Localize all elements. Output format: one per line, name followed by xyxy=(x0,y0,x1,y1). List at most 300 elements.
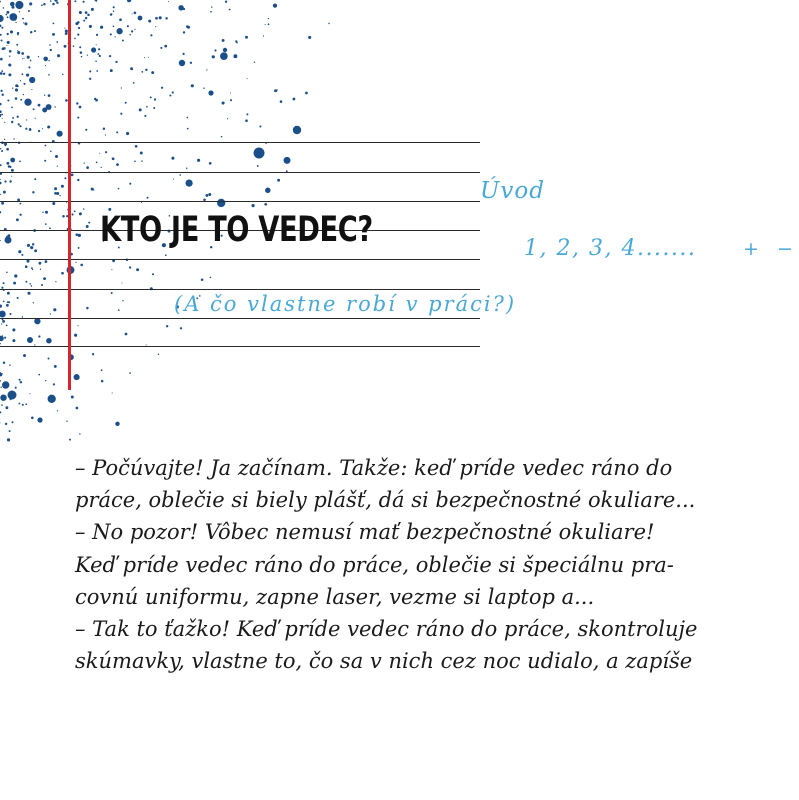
notebook-line xyxy=(0,318,480,319)
notebook-line xyxy=(0,172,480,173)
ink-dot xyxy=(89,70,91,72)
ink-dot xyxy=(84,162,85,163)
ink-dot xyxy=(110,13,113,16)
ink-dot xyxy=(91,188,94,191)
ink-dot xyxy=(46,338,52,344)
ink-dot xyxy=(293,126,301,134)
ink-dot xyxy=(15,22,16,23)
ink-dot xyxy=(19,11,20,12)
ink-dot xyxy=(71,174,74,177)
ink-dot xyxy=(155,26,156,27)
ink-dot xyxy=(6,14,8,16)
ink-dot xyxy=(22,58,23,59)
ink-dot xyxy=(79,433,80,434)
ink-dot xyxy=(88,222,90,224)
ink-dot xyxy=(212,55,215,58)
ink-dot xyxy=(77,117,79,119)
ink-dot xyxy=(11,6,13,8)
ink-dot xyxy=(74,334,77,337)
ink-dot xyxy=(61,272,64,275)
ink-dot xyxy=(136,268,139,271)
ink-dot xyxy=(134,11,137,14)
ink-dot xyxy=(245,119,248,122)
ink-dot xyxy=(151,71,154,74)
ink-dot xyxy=(9,50,12,53)
ink-dot xyxy=(23,58,24,59)
notebook-line xyxy=(0,201,480,202)
ink-dot xyxy=(0,380,1,382)
ink-dot xyxy=(6,148,9,151)
ink-dot xyxy=(121,87,122,88)
ink-dot xyxy=(64,28,65,29)
ink-dot xyxy=(122,283,123,284)
ink-dot xyxy=(45,260,48,263)
ink-dot xyxy=(38,130,40,132)
ink-dot xyxy=(26,74,29,77)
ink-dot xyxy=(178,5,183,10)
ink-dot xyxy=(141,71,143,73)
ink-dot xyxy=(101,369,103,371)
ink-dot xyxy=(1,387,2,388)
ink-dot xyxy=(29,283,31,285)
ink-dot xyxy=(27,56,30,59)
body-line: – Počúvajte! Ja začínam. Takže: keď príde vedec ráno do xyxy=(75,456,673,480)
ink-dot xyxy=(81,56,83,58)
ink-dot xyxy=(1,70,3,72)
ink-dot xyxy=(47,357,49,359)
ink-dot xyxy=(0,58,3,61)
ink-dot xyxy=(22,18,24,20)
ink-dot xyxy=(191,84,194,87)
ink-dot xyxy=(50,313,51,314)
handwritten-intro: Úvod xyxy=(480,178,545,204)
ink-dot xyxy=(210,11,212,13)
ink-dot xyxy=(4,122,5,123)
ink-dot xyxy=(119,18,122,21)
ink-dot xyxy=(12,88,13,89)
ink-dot xyxy=(78,234,81,237)
ink-dot xyxy=(27,260,30,263)
ink-dot xyxy=(110,33,112,35)
ink-dot xyxy=(160,47,162,49)
ink-dot xyxy=(7,99,9,101)
ink-dot xyxy=(53,383,55,385)
ink-dot xyxy=(92,353,94,355)
ink-dot xyxy=(9,313,11,315)
ink-dot xyxy=(230,92,231,93)
ink-dot xyxy=(0,148,1,149)
ink-dot xyxy=(127,25,129,27)
ink-dot xyxy=(125,102,127,104)
ink-dot xyxy=(9,55,10,56)
ink-dot xyxy=(54,187,57,190)
ink-dot xyxy=(66,421,67,422)
ink-dot xyxy=(150,96,152,98)
ink-dot xyxy=(44,160,46,162)
ink-dot xyxy=(31,285,33,287)
ink-dot xyxy=(247,78,248,79)
ink-dot xyxy=(21,254,23,256)
ink-dot xyxy=(13,282,16,285)
ink-dot xyxy=(129,266,131,268)
ink-dot xyxy=(101,380,104,383)
ink-dot xyxy=(227,118,228,119)
ink-dot xyxy=(308,36,311,39)
body-paragraph xyxy=(75,452,795,677)
ink-dot xyxy=(7,41,10,44)
ink-dot xyxy=(43,3,45,5)
ink-dot xyxy=(217,199,225,207)
ink-dot xyxy=(56,41,58,43)
ink-dot xyxy=(131,30,133,32)
red-margin-line xyxy=(68,0,71,390)
ink-dot xyxy=(23,83,25,85)
ink-dot xyxy=(9,430,11,432)
ink-dot xyxy=(57,54,60,57)
ink-dot xyxy=(222,101,225,104)
ink-dot xyxy=(17,116,19,118)
ink-dot xyxy=(16,44,18,46)
ink-dot xyxy=(265,188,270,193)
ink-dot xyxy=(25,128,27,130)
ink-dot xyxy=(96,162,98,164)
ink-dot xyxy=(12,421,14,423)
notebook-line xyxy=(0,259,480,260)
ink-dot xyxy=(32,243,34,245)
ink-dot xyxy=(1,323,2,324)
ink-dot xyxy=(113,6,115,8)
ink-dot xyxy=(52,202,55,205)
body-line: – Tak to ťažko! Keď príde vedec ráno do práce, skontroluje xyxy=(75,617,698,642)
ink-dot xyxy=(73,45,75,47)
ink-dot xyxy=(205,194,208,197)
ink-dot xyxy=(87,14,90,17)
ink-dot xyxy=(186,117,188,119)
ink-dot xyxy=(83,20,85,22)
ink-dot xyxy=(19,214,21,216)
ink-dot xyxy=(76,102,78,104)
ink-dot xyxy=(171,157,174,160)
ink-dot xyxy=(133,82,135,84)
ink-dot xyxy=(3,282,5,284)
ink-dot xyxy=(165,254,167,256)
ink-dot xyxy=(7,301,9,303)
ink-dot xyxy=(26,119,27,120)
ink-dot xyxy=(20,203,22,205)
ink-dot xyxy=(99,153,100,154)
ink-dot xyxy=(25,22,28,25)
ink-dot xyxy=(45,380,46,381)
ink-dot xyxy=(134,160,136,162)
ink-dot xyxy=(0,411,1,413)
ink-dot xyxy=(61,185,64,188)
ink-dot xyxy=(52,22,54,24)
ink-dot xyxy=(34,30,36,32)
ink-dot xyxy=(87,54,88,55)
ink-dot xyxy=(203,87,204,88)
ink-dot xyxy=(161,87,163,89)
ink-dot xyxy=(85,129,87,131)
ink-dot xyxy=(86,166,89,169)
ink-dot xyxy=(33,302,34,303)
ink-dot xyxy=(254,61,255,62)
ink-dot xyxy=(3,300,5,302)
ink-dot xyxy=(71,396,74,399)
ink-dot xyxy=(230,99,232,101)
ink-dot xyxy=(25,281,27,283)
ink-dot xyxy=(25,403,27,405)
ink-dot xyxy=(11,107,13,109)
ink-dot xyxy=(201,279,204,282)
ink-dot xyxy=(0,15,4,22)
ink-dot xyxy=(6,272,8,274)
ink-dot xyxy=(6,325,8,327)
ink-dot xyxy=(23,22,24,23)
ink-dot xyxy=(30,31,32,33)
ink-dot xyxy=(11,176,12,177)
ink-dot xyxy=(37,417,42,422)
ink-dot xyxy=(54,106,55,107)
ink-dot xyxy=(32,269,33,270)
ink-dot xyxy=(221,136,223,138)
ink-dot xyxy=(328,23,329,24)
ink-dot xyxy=(0,1,1,3)
ink-dot xyxy=(120,113,122,115)
ink-dot xyxy=(4,180,6,182)
ink-dot xyxy=(17,51,20,54)
ink-dot xyxy=(33,108,35,110)
ink-dot xyxy=(79,106,82,109)
ink-dot xyxy=(168,1,169,2)
ink-dot xyxy=(57,131,63,137)
ink-dot xyxy=(21,52,24,55)
ink-dot xyxy=(130,67,133,70)
ink-dot xyxy=(97,53,99,55)
ink-dot xyxy=(101,167,102,168)
ink-dot xyxy=(264,203,267,206)
ink-dot xyxy=(0,182,2,185)
ink-dot xyxy=(15,88,18,91)
ink-dot xyxy=(112,157,115,160)
ink-dot xyxy=(165,17,167,19)
ink-dot xyxy=(52,3,54,5)
ink-dot xyxy=(38,56,39,57)
ink-dot xyxy=(126,132,129,135)
ink-dot xyxy=(125,333,128,336)
ink-dot xyxy=(80,264,83,267)
ink-dot xyxy=(43,277,46,280)
ink-dot xyxy=(7,16,9,18)
ink-dot xyxy=(263,35,264,36)
ink-dot xyxy=(1,202,4,205)
ink-dot xyxy=(14,19,16,21)
ink-dot xyxy=(141,160,142,161)
ink-dot xyxy=(34,178,36,180)
ink-dot xyxy=(180,327,182,329)
ink-dot xyxy=(50,151,52,153)
ink-dot xyxy=(86,225,89,228)
ink-dot xyxy=(98,48,100,50)
ink-dot xyxy=(208,193,211,196)
ink-dot xyxy=(45,145,47,147)
ink-dot xyxy=(86,307,88,309)
ink-dot xyxy=(0,240,1,241)
ink-dot xyxy=(158,354,160,356)
ink-dot xyxy=(5,406,8,409)
ink-dot xyxy=(0,336,4,341)
ink-dot xyxy=(254,148,265,159)
ink-dot xyxy=(190,62,192,64)
ink-dot xyxy=(0,194,1,195)
ink-dot xyxy=(122,40,124,42)
ink-dot xyxy=(18,123,20,125)
ink-dot xyxy=(284,157,291,164)
notebook-line xyxy=(0,142,480,143)
ink-dot xyxy=(0,72,3,75)
ink-dot xyxy=(45,211,48,214)
ink-dot xyxy=(148,20,151,23)
ink-dot xyxy=(153,107,155,109)
ink-dot xyxy=(116,28,122,34)
ink-dot xyxy=(3,47,5,49)
ink-dot xyxy=(144,115,146,117)
ink-dot xyxy=(8,73,11,76)
ink-dot xyxy=(77,34,79,36)
ink-dot xyxy=(69,439,71,441)
ink-dot xyxy=(14,274,17,277)
ink-dot xyxy=(110,69,113,72)
ink-dot xyxy=(6,45,7,46)
ink-dot xyxy=(179,60,185,66)
ink-dot xyxy=(1,404,3,406)
ink-dot xyxy=(91,47,96,52)
ink-dot xyxy=(0,90,2,92)
ink-dot xyxy=(0,394,6,400)
ink-dot xyxy=(77,21,80,24)
ink-dot xyxy=(20,381,22,383)
ink-dot xyxy=(12,328,15,331)
ink-dot xyxy=(48,74,50,76)
ink-dot xyxy=(29,2,32,5)
ink-dot xyxy=(71,213,73,215)
ink-dot xyxy=(222,39,225,42)
ink-dot xyxy=(30,246,33,249)
ink-dot xyxy=(100,26,103,29)
ink-dot xyxy=(154,98,156,100)
ink-dot xyxy=(7,33,9,35)
ink-dot xyxy=(146,106,148,108)
ink-dot xyxy=(209,162,212,165)
ink-dot xyxy=(229,9,231,11)
ink-dot xyxy=(80,51,83,54)
ink-dot xyxy=(5,423,7,425)
ink-dot xyxy=(115,422,119,426)
ink-dot xyxy=(8,63,11,66)
body-line: Keď príde vedec ráno do práce, oblečie si špeciálnu pra- xyxy=(75,552,674,577)
ink-dot xyxy=(140,152,143,155)
ink-dot xyxy=(148,57,149,58)
ink-dot xyxy=(103,128,105,130)
ink-dot xyxy=(91,8,94,11)
ink-dot xyxy=(0,179,1,180)
ink-dot xyxy=(208,90,213,95)
ink-dot xyxy=(6,304,9,307)
ink-dot xyxy=(16,218,19,221)
ink-dot xyxy=(134,29,135,30)
ink-dot xyxy=(139,108,142,111)
ink-dot xyxy=(48,395,56,403)
ink-dot xyxy=(105,134,106,135)
ink-dot xyxy=(211,6,212,7)
ink-dot xyxy=(0,24,1,27)
body-line: – No pozor! Vôbec nemusí mať bezpečnostné okuliare! xyxy=(75,520,655,545)
ink-dot xyxy=(10,2,15,7)
ink-dot xyxy=(2,381,9,388)
ink-dot xyxy=(29,77,35,83)
ink-dot xyxy=(95,99,98,102)
ink-dot xyxy=(259,125,261,127)
handwritten-subtitle: (A čo vlastne robí v práci?) xyxy=(174,292,517,316)
ink-dot xyxy=(1,114,3,116)
ink-dot xyxy=(111,292,113,294)
ink-dot xyxy=(0,305,2,308)
body-line: covnú uniformu, zapne laser, vezme si laptop a... xyxy=(75,584,595,609)
ink-dot xyxy=(115,61,117,63)
ink-dot xyxy=(122,300,123,301)
ink-dot xyxy=(77,179,79,181)
ink-dot xyxy=(53,308,56,311)
ink-dot xyxy=(22,73,24,75)
ink-dot xyxy=(210,277,212,279)
ink-dot xyxy=(18,403,20,405)
ink-dot xyxy=(83,208,84,209)
ink-dot xyxy=(268,23,270,25)
ink-dot xyxy=(20,99,22,101)
ink-dot xyxy=(17,85,19,87)
ink-dot xyxy=(41,284,43,286)
ink-dot xyxy=(15,387,17,389)
ink-dot xyxy=(55,281,56,282)
ink-dot xyxy=(116,131,118,133)
ink-dot xyxy=(79,212,82,215)
ink-dot xyxy=(186,168,187,169)
ink-dot xyxy=(48,94,51,97)
ink-dot xyxy=(179,174,181,176)
ink-dot xyxy=(0,34,2,36)
ink-dot xyxy=(19,125,21,127)
ink-dot xyxy=(24,99,31,106)
page-title: KTO JE TO VEDEC? xyxy=(100,210,373,250)
ink-dot xyxy=(1,27,3,29)
ink-dot xyxy=(79,11,82,14)
ink-dot xyxy=(22,404,24,406)
ink-dot xyxy=(182,53,184,55)
ink-dot xyxy=(38,335,40,337)
ink-dot xyxy=(305,92,308,95)
ink-dot xyxy=(15,97,18,100)
ink-dot xyxy=(83,1,85,3)
ink-dot xyxy=(76,262,77,263)
ink-dot xyxy=(89,78,91,80)
ink-dot xyxy=(42,128,43,129)
ink-dot xyxy=(277,179,280,182)
ink-dot xyxy=(10,14,12,16)
ink-dot xyxy=(111,269,112,270)
ink-dot xyxy=(129,183,131,185)
ink-dot xyxy=(186,180,193,187)
ink-dot xyxy=(10,30,13,33)
ink-dot xyxy=(25,265,28,268)
